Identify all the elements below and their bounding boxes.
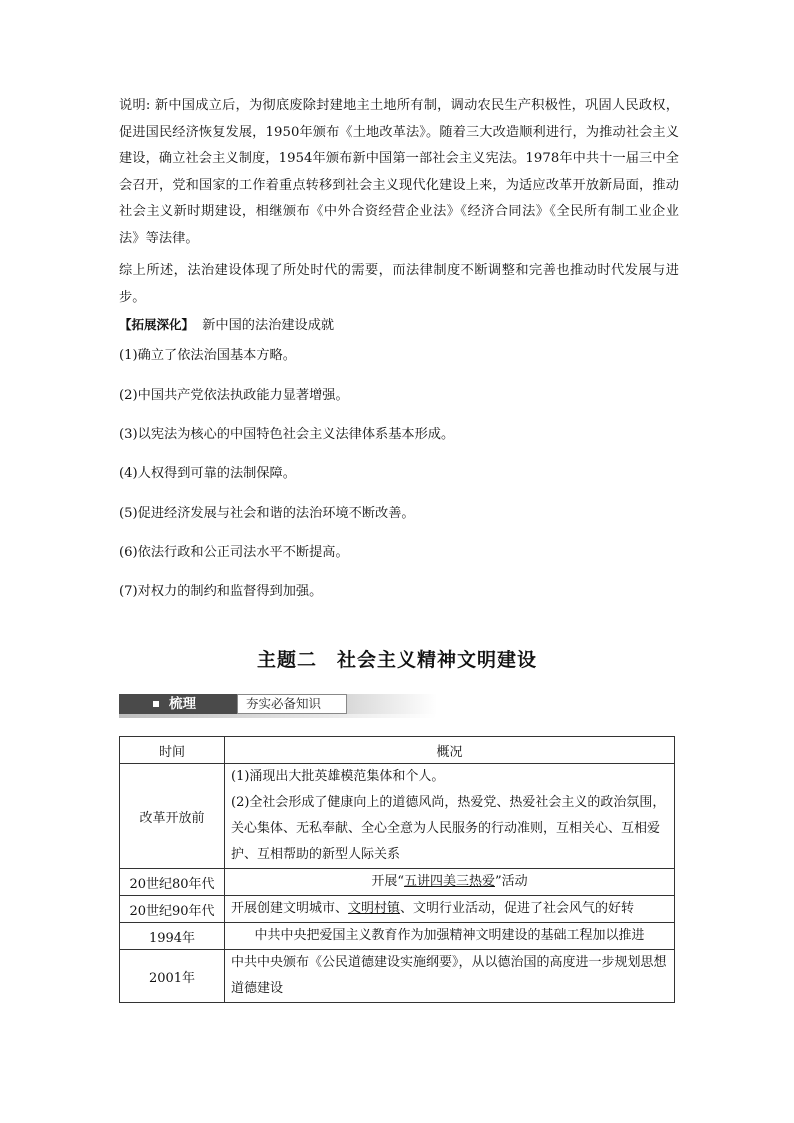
section-underline	[119, 714, 437, 718]
table-row	[120, 923, 675, 950]
section-header	[119, 692, 437, 718]
expand-tag: 【拓展深化】	[119, 317, 195, 332]
expand-heading	[119, 316, 334, 335]
achievement-item: (4)人权得到可靠的法制保障。	[119, 466, 296, 481]
overview-text: 开展创建文明城市、	[231, 901, 349, 916]
table-header-row	[120, 737, 675, 764]
underlined-term: 五讲四美三热爱	[403, 874, 495, 889]
section-sublabel-box	[237, 694, 347, 714]
table-row	[120, 896, 675, 923]
summary-paragraph: 综上所述，法治建设体现了所处时代的需要，而法律制度不断调整和完善也推动时代发展与进步。	[119, 263, 679, 305]
overview-cell: 中共中央把爱国主义教育作为加强精神文明建设的基础工程加以推进	[225, 923, 675, 950]
overview-cell	[225, 869, 675, 896]
header-overview: 概况	[225, 737, 675, 764]
section-label-box	[119, 694, 237, 714]
achievement-item: (3)以宪法为核心的中国特色社会主义法律体系基本形成。	[119, 427, 455, 442]
table-row	[120, 950, 675, 1003]
theme-title: 主题二 社会主义精神文明建设	[256, 649, 537, 671]
expand-title: 新中国的法治建设成就	[202, 318, 335, 333]
overview-line: (2)全社会形成了健康向上的道德风尚，热爱党、热爱社会主义的政治氛围，关心集体、无私奉献、全心全意为人民服务的行动准则，互相关心、互相爱护、互相帮助的新型人际关系	[231, 795, 666, 862]
section-fade-decoration	[347, 694, 437, 714]
overview-cell	[225, 764, 675, 869]
underlined-term: 文明村镇	[348, 901, 401, 916]
table-row	[120, 869, 675, 896]
time-cell: 1994年	[120, 923, 225, 950]
achievement-item: (1)确立了依法治国基本方略。	[119, 348, 296, 363]
time-cell: 改革开放前	[120, 764, 225, 869]
time-cell: 20世纪90年代	[120, 896, 225, 923]
table-row	[120, 764, 675, 869]
achievement-item: (5)促进经济发展与社会和谐的法治环境不断改善。	[119, 506, 415, 521]
section-label: 梳理	[169, 696, 196, 712]
achievement-item: (7)对权力的制约和监督得到加强。	[119, 584, 323, 599]
header-time: 时间	[120, 737, 225, 764]
section-sublabel: 夯实必备知识	[246, 696, 322, 711]
overview-text: ”活动	[495, 874, 528, 889]
intro-paragraph: 说明: 新中国成立后，为彻底废除封建地主土地所有制，调动农民生产积极性，巩固人民政权，促进国民经济恢复发展，1950年颁布《土地改革法》。随着三大改造顺利进行，为推动社会主义建设，确立社会主义制度，1954年颁布新中国第一部社会主义宪法。1978年中共十一届三中全会召开，党和国家的工作着重点转移到社会主义现代化建设上来，为适应改革开放新局面，推动社会主义新时期建设，相继颁布《中外合资经营企业法》《经济合同法》《全民所有制工业企业法》等法律。	[119, 98, 679, 246]
time-cell: 20世纪80年代	[120, 869, 225, 896]
overview-text: 开展“	[371, 874, 404, 889]
achievement-item: (6)依法行政和公正司法水平不断提高。	[119, 545, 349, 560]
overview-cell: 中共中央颁布《公民道德建设实施纲要》，从以德治国的高度进一步规划思想道德建设	[225, 950, 675, 1003]
achievement-item: (2)中国共产党依法执政能力显著增强。	[119, 388, 349, 403]
overview-text: 、文明行业活动，促进了社会风气的好转	[400, 901, 635, 916]
square-bullet-icon	[153, 701, 159, 707]
timeline-table	[119, 736, 675, 1003]
overview-line: (1)涌现出大批英雄模范集体和个人。	[231, 769, 445, 784]
time-cell: 2001年	[120, 950, 225, 1003]
overview-cell	[225, 896, 675, 923]
